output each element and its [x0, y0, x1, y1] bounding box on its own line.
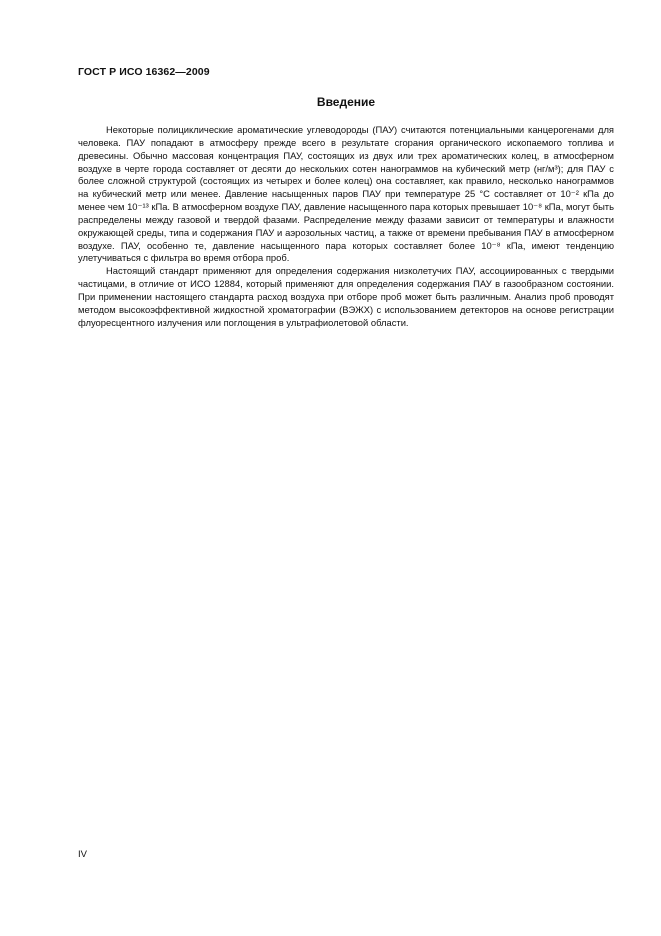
- body-text: [78, 124, 614, 330]
- document-header: ГОСТ Р ИСО 16362—2009: [78, 66, 210, 78]
- section-title: Введение: [316, 95, 376, 109]
- page-number: IV: [78, 849, 87, 860]
- paragraph-2: Настоящий стандарт применяют для определения содержания низколетучих ПАУ, ассоциированных с твердыми частицами, в отличие от ИСО 12884, который применяют для определения содержания ПАУ в газообразном состоянии. При применении настоящего стандарта расход воздуха при отборе проб может быть различным. Анализ проб проводят методом высокоэффективной жидкостной хроматографии (ВЭЖХ) с использованием детекторов на основе регистрации флуоресцентного излучения или поглощения в ультрафиолетовой области.: [78, 265, 614, 328]
- paragraph-1: Некоторые полициклические ароматические углеводороды (ПАУ) считаются потенциальными канцерогенами для человека. ПАУ попадают в атмосферу прежде всего в результате сгорания органического ископаемого топлива и древесины. Обычно массовая концентрация ПАУ, состоящих из двух или трех ароматических колец, в атмосферном воздухе в черте города составляет от десяти до нескольких сотен нанограммов на кубический метр (нг/м³); для ПАУ с более сложной структурой (состоящих из четырех и более колец) она составляет, как правило, несколько нанограммов на кубический метр или менее. Давление насыщенных паров ПАУ при температуре 25 °С составляет от 10⁻² кПа до менее чем 10⁻¹³ кПа. В атмосферном воздухе ПАУ, давление насыщенного пара которых превышает 10⁻⁸ кПа, могут быть распределены между газовой и твердой фазами. Распределение между фазами зависит от температуры и влажности окружающей среды, типа и содержания ПАУ и аэрозольных частиц, а также от времени пребывания ПАУ в атмосферном воздухе. ПАУ, особенно те, давление насыщенного пара которых составляет более 10⁻⁸ кПа, имеют тенденцию улетучиваться с фильтра во время отбора проб.: [78, 124, 614, 264]
